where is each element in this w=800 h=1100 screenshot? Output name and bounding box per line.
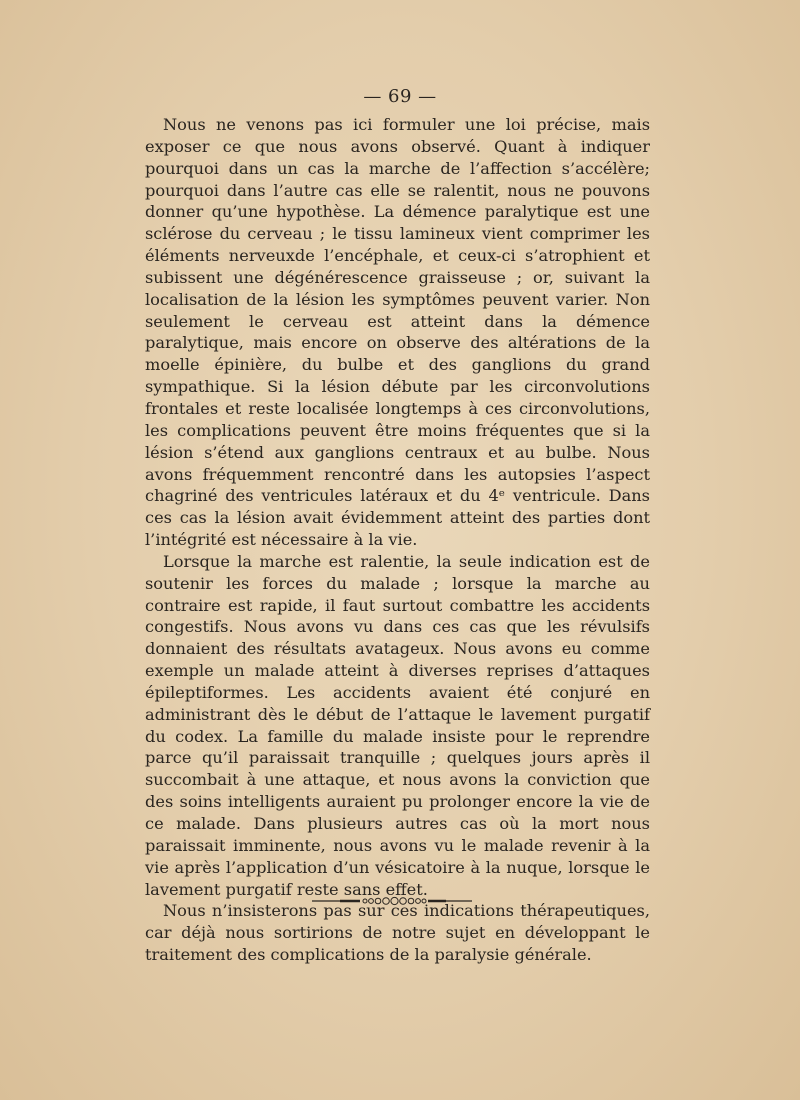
tailpiece-ornament-icon	[310, 895, 474, 907]
page-number: — 69 —	[363, 86, 437, 107]
paragraph-1: Nous ne venons pas ici formuler une loi précise, mais exposer ce que nous avons observé. Quant à indiquer pourquoi dans un cas la marche de l’affection s’accélère; pourquoi dans l’autre cas elle se ralentit, nous ne pouvons donner qu’une hypothèse. La démence paralytique est une sclérose du cerveau ; le tissu lamineux vient comprimer les éléments nerveuxde l’encéphale, et ceux-ci s’atrophient et subissent une dégénérescence graisseuse ; or, suivant la localisation de la lésion les symptômes peuvent varier. Non seulement le cerveau est atteint dans la démence paralytique, mais encore on observe des altérations de la moelle épinière, du bulbe et des ganglions du grand sympathique. Si la lésion débute par les circonvolutions frontales et reste localisée longtemps à ces circonvolutions, les complications peuvent être moins fréquentes que si la lésion s’étend aux ganglions centraux et au bulbe. Nous avons fréquemment rencontré dans les autopsies l’aspect chagriné des ventricules latéraux et du 4ᵉ ventricule. Dans ces cas la lésion avait évidemment atteint des parties dont l’intégrité est nécessaire à la vie.	[145, 115, 650, 550]
body-text	[145, 114, 650, 966]
paragraph-3: Nous n’insisterons pas sur ces indications thérapeutiques, car déjà nous sortirions de notre sujet en développant le traitement des complications de la paralysie générale.	[145, 901, 650, 965]
paragraph-2: Lorsque la marche est ralentie, la seule indication est de soutenir les forces du malade ; lorsque la marche au contraire est rapide, il faut surtout combattre les accidents congestifs. Nous avons vu dans ces cas que les révulsifs donnaient des résultats avatageux. Nous avons eu comme exemple un malade atteint à diverses reprises d’attaques épileptiformes. Les accidents avaient été conjuré en administrant dès le début de l’attaque le lavement purgatif du codex. La famille du malade insiste pour le reprendre parce qu’il paraissait tranquille ; quelques jours après il succombait à une attaque, et nous avons la conviction que des soins intelligents auraient pu prolonger encore la vie de ce malade. Dans plusieurs autres cas où la mort nous paraissait imminente, nous avons vu le malade revenir à la vie après l’application d’un vésicatoire à la nuque, lorsque le lavement purgatif reste sans effet.	[145, 551, 650, 899]
